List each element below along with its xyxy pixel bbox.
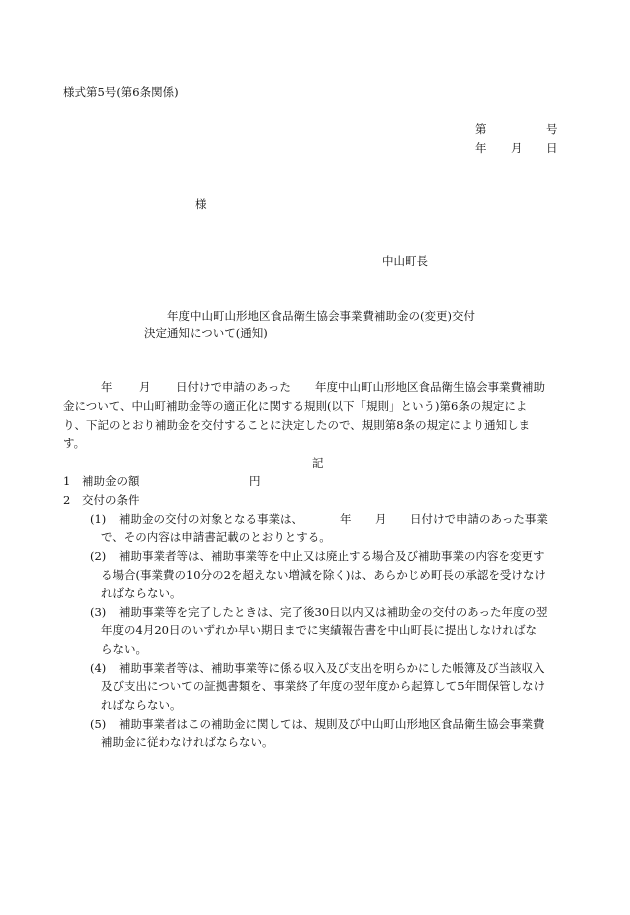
condition-line1: 補助事業等を完了したときは、完了後30日以内又は補助金の交付のあった年度の翌 — [119, 605, 548, 619]
date-year-label: 年 — [475, 141, 487, 155]
condition-line1-a: 補助金の交付の対象となる事業は、 — [119, 512, 303, 526]
body-line1-rest: 年度中山町山形地区食品衛生協会事業費補助 — [315, 380, 545, 394]
document-title-line2: 決定通知について(通知) — [144, 326, 268, 340]
condition-number: (3) — [90, 605, 107, 619]
condition-line2: 年度の4月20日のいずれか早い期日までに実績報告書を中山町長に提出しなければな — [101, 623, 537, 637]
section1-number: 1 — [63, 474, 71, 488]
form-label: 様式第5号(第6条関係) — [63, 85, 179, 99]
condition-year-label: 年 — [340, 512, 352, 526]
section1-unit: 円 — [249, 474, 261, 488]
condition-line1: 補助事業者はこの補助金に関しては、規則及び中山町山形地区食品衛生協会事業費 — [119, 717, 545, 731]
condition-line1: 補助事業者等は、補助事業等に係る収入及び支出を明らかにした帳簿及び当該収入 — [119, 661, 545, 675]
body-line3: り、下記のとおり補助金を交付することに決定したので、規則第8条の規定により通知しま — [63, 418, 531, 432]
number-suffix: 号 — [546, 122, 558, 136]
condition-line2: 及び支出についての証拠書類を、事業終了年度の翌年度から起算して5年間保管しなけ — [101, 679, 546, 693]
body-line2: 金について、中山町補助金等の適正化に関する規則(以下「規則」という)第6条の規定によ — [63, 399, 528, 413]
condition-line2: 補助金に従わなければならない。 — [101, 735, 274, 749]
section1-label: 補助金の額 — [82, 474, 140, 488]
section2-number: 2 — [63, 493, 71, 507]
condition-line1-b: 日付けで申請のあった事業 — [410, 512, 548, 526]
condition-month-label: 月 — [375, 512, 387, 526]
condition-line3: ればならない。 — [101, 586, 182, 600]
condition-line3: らない。 — [101, 642, 147, 656]
condition-line2: る場合(事業費の10分の2を超えない増減を除く)は、あらかじめ町長の承認を受けなけ — [101, 568, 546, 582]
body-month-label: 月 — [139, 380, 151, 394]
condition-number: (2) — [90, 549, 107, 563]
document-title-line1: 年度中山町山形地区食品衛生協会事業費補助金の(変更)交付 — [167, 309, 475, 323]
date-month-label: 月 — [511, 141, 523, 155]
ki-heading: 記 — [312, 456, 324, 470]
condition-number: (5) — [90, 717, 107, 731]
date-day-label: 日 — [546, 141, 558, 155]
condition-line2: で、その内容は申請書記載のとおりとする。 — [101, 530, 331, 544]
condition-number: (4) — [90, 661, 107, 675]
number-prefix: 第 — [475, 122, 487, 136]
addressee-suffix: 様 — [195, 197, 207, 211]
body-day-text: 日付けで申請のあった — [176, 380, 291, 394]
condition-line3: ればならない。 — [101, 698, 182, 712]
section2-label: 交付の条件 — [82, 493, 140, 507]
condition-line1: 補助事業者等は、補助事業等を中止又は廃止する場合及び補助事業の内容を変更す — [119, 549, 545, 563]
body-year-label: 年 — [101, 380, 113, 394]
condition-number: (1) — [90, 512, 107, 526]
sender-name: 中山町長 — [382, 254, 428, 268]
body-line4: す。 — [63, 436, 86, 450]
